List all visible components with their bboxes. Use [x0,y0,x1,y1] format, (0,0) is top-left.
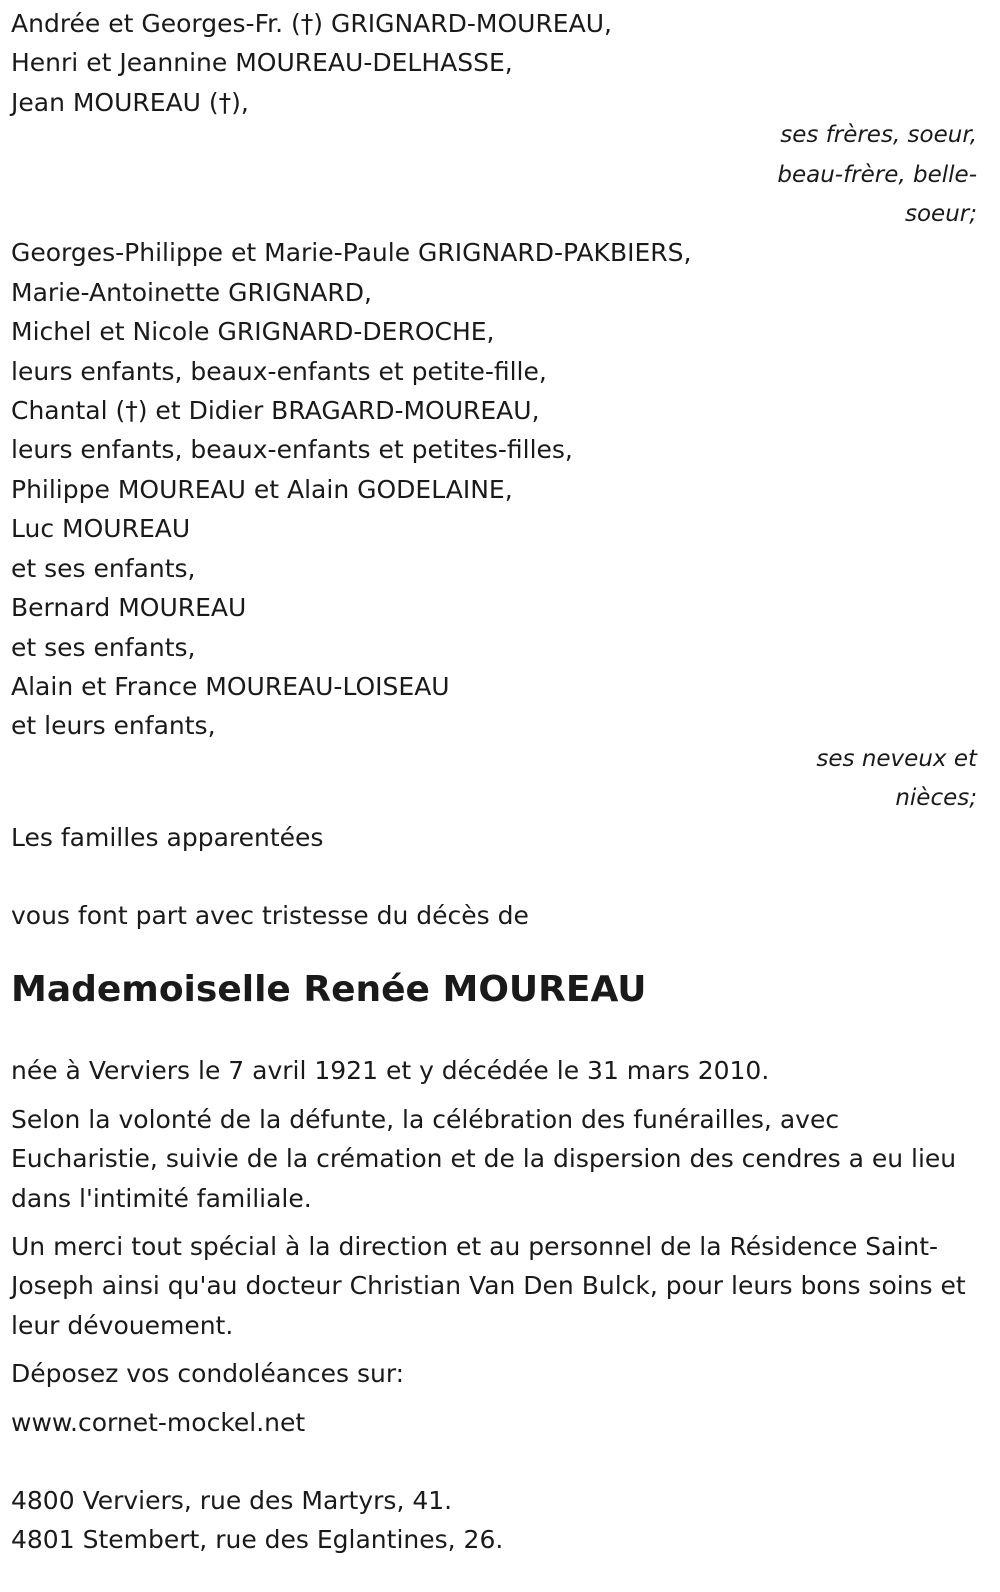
thanks-paragraph: Un merci tout spécial à la direction et au personnel de la Résidence Saint-Joseph ainsi qu'au docteur Christian Van Den Bulck, pour leurs bons soins et leur dévouement. [11,1231,966,1340]
family-member-line: Georges-Philippe et Marie-Paule GRIGNARD-PAKBIERS, [11,238,692,268]
family-member-line: Luc MOUREAU [11,514,191,544]
family-member-line: et ses enfants, [11,553,196,583]
family-member-line: Philippe MOUREAU et Alain GODELAINE, [11,474,513,504]
family-member-line: Michel et Nicole GRIGNARD-DEROCHE, [11,317,495,347]
birth-death-paragraph: née à Verviers le 7 avril 1921 et y décédée le 31 mars 2010. [11,1056,770,1086]
relation-line: ses frères, soeur, [780,122,977,149]
family-member-line: et leurs enfants, [11,711,216,741]
spacer [11,857,977,896]
family-member-line: leurs enfants, beaux-enfants et petite-fille, [11,356,547,386]
relation-line: ses neveux et [816,745,977,772]
family-member-line: Alain et France MOUREAU-LOISEAU [11,671,450,701]
families-line: Les familles apparentées [11,822,324,852]
relation-line: beau-frère, belle- [777,161,977,188]
address-line: 4801 Stembert, rue des Eglantines, 26. [11,1525,504,1555]
family-member-line: Bernard MOUREAU [11,593,247,623]
address-line: 4800 Verviers, rue des Martyrs, 41. [11,1486,453,1515]
relation-line: nièces; [895,785,977,812]
family-member-line: leurs enfants, beaux-enfants et petites-filles, [11,435,573,465]
family-member-line: Henri et Jeannine MOUREAU-DELHASSE, [11,48,513,78]
condolences-website-link[interactable]: www.cornet-mockel.net [11,1407,306,1437]
funeral-paragraph: Selon la volonté de la défunte, la célébration des funérailles, avec Eucharistie, suivie de la crémation et de la dispersion des cendres a eu lieu dans l'intimité familiale. [11,1104,957,1213]
relation-line: soeur; [905,201,977,228]
family-member-line: et ses enfants, [11,632,196,662]
spacer [11,1451,977,1481]
obituary-notice [11,4,977,1560]
family-member-line: Marie-Antoinette GRIGNARD, [11,277,372,307]
deceased-name: Mademoiselle Renée MOUREAU [11,969,647,1011]
family-group-nephews [11,233,977,818]
condolences-label: Déposez vos condoléances sur: [11,1359,405,1389]
family-group-siblings [11,4,977,234]
announcement-line: vous font part avec tristesse du décès de [11,900,529,930]
relation-nephews [11,740,977,819]
relation-siblings [11,116,977,234]
family-member-line: Chantal (†) et Didier BRAGARD-MOUREAU, [11,396,540,426]
family-member-line: Andrée et Georges-Fr. (†) GRIGNARD-MOUREAU, [11,9,612,38]
family-member-line: Jean MOUREAU (†), [11,87,249,117]
